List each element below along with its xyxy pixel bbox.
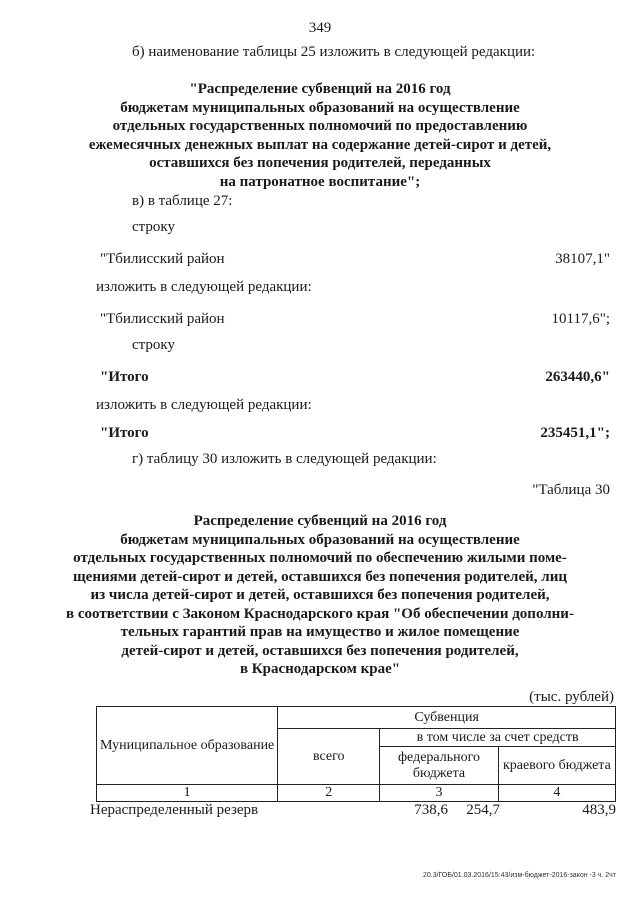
page-number: 349 [308, 20, 332, 36]
izlozhit-2: изложить в следующей редакции: [96, 397, 312, 413]
title-30-line: в соответствии с Законом Краснодарского края "Об обеспечении дополни- [66, 606, 574, 622]
title-25-line: "Распределение субвенций на 2016 год [189, 81, 451, 97]
row1-old-value: 38107,1" [555, 251, 610, 267]
stroku-1: строку [132, 219, 175, 235]
column-number: 4 [498, 785, 615, 802]
column-number: 1 [97, 785, 278, 802]
units-label: (тыс. рублей) [529, 689, 614, 705]
row-total: 738,6 [414, 802, 448, 818]
row-regional: 483,9 [582, 802, 616, 818]
title-25-line: ежемесячных денежных выплат на содержание детей-сирот и детей, [88, 137, 552, 153]
header-regional: краевого бюджета [498, 747, 615, 785]
table30-label: "Таблица 30 [532, 482, 610, 498]
header-federal: федерального бюджета [380, 747, 499, 785]
item-g: г) таблицу 30 изложить в следующей редакции: [132, 451, 437, 467]
row2-old-name: "Итого [100, 369, 149, 385]
title-25-line: отдельных государственных полномочий по предоставлению [112, 118, 528, 134]
title-30-line: тельных гарантий прав на имущество и жилое помещение [120, 624, 520, 640]
title-30-line: в Краснодарском крае" [239, 661, 401, 677]
row2-new-value: 235451,1"; [540, 425, 610, 441]
column-number: 3 [380, 785, 499, 802]
header-including: в том числе за счет средств [380, 729, 616, 747]
title-30-line: детей-сирот и детей, оставшихся без попечения родителей, [121, 643, 519, 659]
header-total: всего [278, 729, 380, 785]
title-30-line: бюджетам муниципальных образований на осуществление [120, 532, 520, 548]
stroku-2: строку [132, 337, 175, 353]
row1-new-value: 10117,6"; [551, 311, 610, 327]
column-number: 2 [278, 785, 380, 802]
header-subvention: Субвенция [278, 707, 616, 729]
title-30-line: Распределение субвенций на 2016 год [193, 513, 447, 529]
row2-old-value: 263440,6" [545, 369, 610, 385]
table-row [90, 802, 616, 822]
title-25-line: на патронатное воспитание"; [219, 174, 421, 190]
title-25-line: оставшихся без попечения родителей, переданных [149, 155, 491, 171]
title-30-line: отдельных государственных полномочий по обеспечению жилыми поме- [73, 550, 567, 566]
izlozhit-1: изложить в следующей редакции: [96, 279, 312, 295]
subvention-table [96, 706, 616, 802]
item-v: в) в таблице 27: [132, 193, 233, 209]
row1-old-name: "Тбилисский район [100, 251, 225, 267]
header-municipality: Муниципальное образование [97, 707, 278, 785]
row1-new-name: "Тбилисский район [100, 311, 225, 327]
title-30-line: щениями детей-сирот и детей, оставшихся без попечения родителей, лиц [73, 569, 567, 585]
row-federal: 254,7 [466, 802, 500, 818]
row-name: Нераспределенный резерв [90, 802, 259, 818]
document-footer: 20.3/ГОБ/01.03.2016/15:43/изм-бюджет-2016-закон -3 ч. 2чт [422, 872, 616, 879]
title-30-line: из числа детей-сирот и детей, оставшихся без попечения родителей, [90, 587, 550, 603]
row2-new-name: "Итого [100, 425, 149, 441]
item-b: б) наименование таблицы 25 изложить в следующей редакции: [132, 44, 536, 60]
title-25-line: бюджетам муниципальных образований на осуществление [120, 100, 520, 116]
